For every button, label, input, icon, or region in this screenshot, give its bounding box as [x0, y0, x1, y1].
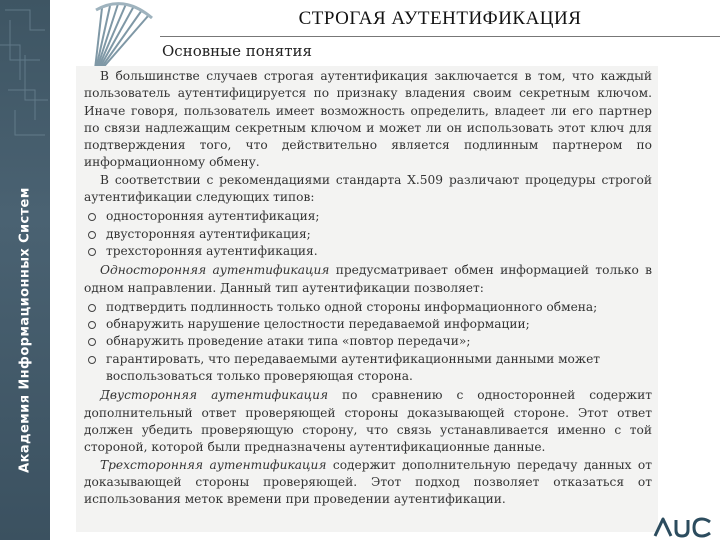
circle-bullet-icon — [88, 213, 96, 221]
slide-body — [84, 68, 652, 508]
auth-types-list — [84, 208, 652, 260]
section-title: Основные понятия — [162, 42, 312, 60]
list-item: двусторонняя аутентификация; — [84, 226, 652, 243]
circle-bullet-icon — [88, 356, 96, 364]
circle-bullet-icon — [88, 248, 96, 256]
paragraph-two-way: Двусторонняя аутентификация по сравнению с односторонней содержит дополнительный ответ проверяющей стороны доказывающей стороне. Этот ответ должен убедить проверяющую сторону, что связь устанавливается именно с той стороной, которой были предназначены аутентификационные данные. — [84, 388, 652, 455]
circle-bullet-icon — [88, 321, 96, 329]
term-two-way: Двусторонняя аутентификация — [100, 388, 329, 403]
paragraph-one-way: Односторонняя аутентификация предусматривает обмен информацией только в одном направлении. Данный тип аутентификации позволяет: — [84, 263, 653, 295]
list-item: обнаружить проведение атаки типа «повтор передачи»; — [84, 333, 652, 350]
list-item: трехсторонняя аутентификация. — [84, 243, 652, 260]
paragraph-types-intro: В соответствии с рекомендациями стандарта X.509 различают процедуры строгой аутентификации следующих типов: — [84, 172, 652, 205]
sidebar-label: Академия Информационных Систем — [17, 187, 33, 473]
page-title: СТРОГАЯ АУТЕНТИФИКАЦИЯ — [298, 8, 582, 29]
paragraph-intro: В большинстве случаев строгая аутентификация заключается в том, что каждый пользователь аутентифицируется по признаку владения своим секретным ключом. Иначе говоря, пользователь имеет возможность определить, владеет ли его партнер по связи надлежащим секретным ключом и может ли он использовать этот ключ для подтверждения того, что действительно является подлинным партнером по информационному обмену. — [84, 69, 652, 170]
list-item: подтвердить подлинность только одной стороны информационного обмена; — [84, 299, 652, 316]
aic-logo-icon — [652, 516, 716, 538]
circuit-pattern-icon — [0, 0, 50, 140]
paragraph-three-way: Трехсторонняя аутентификация содержит дополнительную передачу данных от доказывающей стороны проверяющей. Этот подход позволяет отказаться от использования меток времени при проведении аутентификации. — [84, 457, 652, 507]
capabilities-list — [84, 299, 652, 385]
list-item: гарантировать, что передаваемыми аутентификационными данными может воспользоваться только проверяющая сторона. — [84, 351, 652, 386]
sidebar — [0, 0, 50, 540]
term-three-way: Трехсторонняя аутентификация — [100, 457, 327, 472]
list-item: обнаружить нарушение целостности передаваемой информации; — [84, 316, 652, 333]
circle-bullet-icon — [88, 338, 96, 346]
circle-bullet-icon — [88, 304, 96, 312]
list-item: односторонняя аутентификация; — [84, 208, 652, 225]
circle-bullet-icon — [88, 231, 96, 239]
term-one-way: Односторонняя аутентификация — [100, 263, 330, 278]
title-divider — [160, 36, 720, 37]
